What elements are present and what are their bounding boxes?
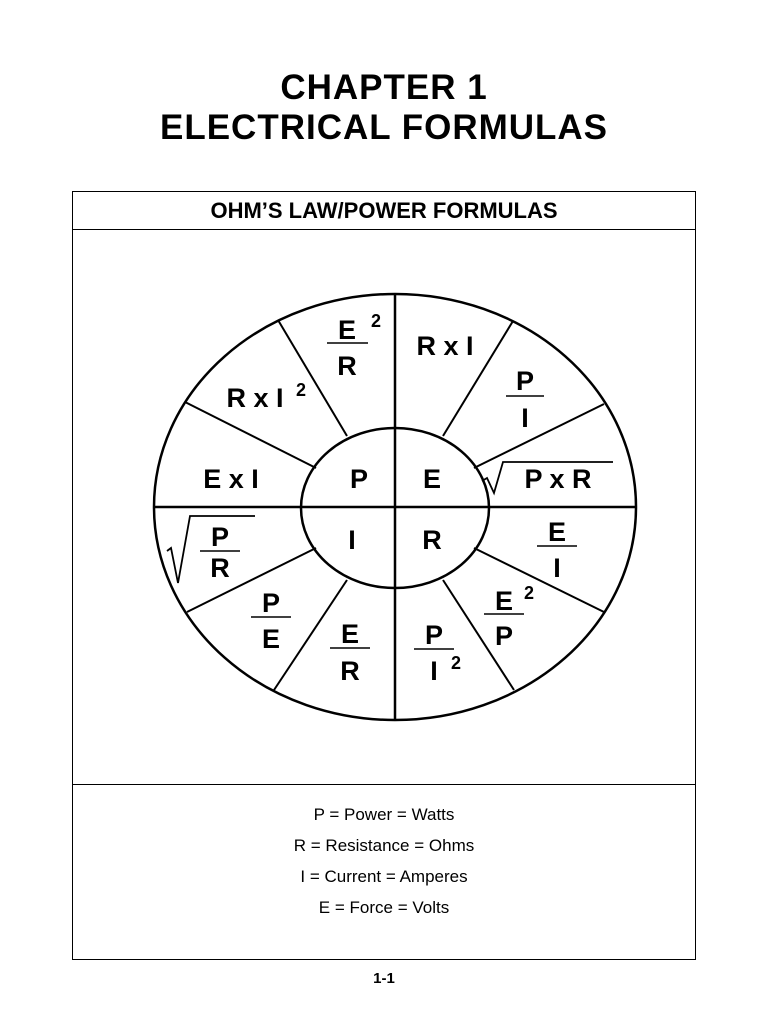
svg-text:E: E	[261, 624, 281, 654]
spoke	[474, 548, 604, 612]
formula-p-over-i	[506, 366, 544, 433]
svg-text:E: E	[547, 517, 567, 547]
legend-force: E = Force = Volts	[318, 898, 450, 917]
svg-text:P: P	[494, 621, 514, 651]
svg-text:2: 2	[370, 311, 382, 331]
center-i: I	[348, 525, 356, 555]
legend-power: P = Power = Watts	[313, 805, 455, 824]
svg-text:E: E	[494, 586, 514, 616]
box-title: OHM’S LAW/POWER FORMULAS	[73, 192, 695, 230]
chapter-number: CHAPTER 1	[280, 68, 488, 107]
svg-text:R x I: R x I	[226, 383, 284, 413]
svg-text:P: P	[261, 588, 281, 618]
spoke	[474, 404, 604, 468]
center-e: E	[422, 464, 442, 494]
center-p: P	[349, 464, 369, 494]
svg-text:R: R	[210, 553, 230, 583]
svg-text:P: P	[210, 522, 230, 552]
svg-text:2: 2	[523, 583, 535, 603]
svg-text:2: 2	[450, 653, 462, 673]
formula-e-over-r	[330, 619, 370, 686]
svg-text:I: I	[521, 403, 529, 433]
svg-text:E: E	[337, 315, 357, 345]
legend-resistance: R = Resistance = Ohms	[293, 836, 475, 855]
formula-p-over-i-squared	[414, 620, 461, 686]
page-number: 1-1	[373, 970, 395, 987]
formula-e-squared-over-p	[484, 583, 534, 651]
svg-text:I: I	[553, 553, 561, 583]
formula-sqrt-p-times-r	[482, 462, 613, 494]
svg-text:P: P	[424, 620, 444, 650]
svg-text:I: I	[430, 656, 438, 686]
formula-r-times-i-squared	[226, 380, 306, 413]
formula-e-over-i	[537, 517, 577, 583]
center-r: R	[422, 525, 442, 555]
spoke	[274, 580, 347, 690]
svg-text:2: 2	[295, 380, 307, 400]
spoke	[187, 548, 316, 612]
formula-p-over-e	[251, 588, 291, 654]
svg-text:P x R: P x R	[524, 464, 592, 494]
svg-text:E: E	[340, 619, 360, 649]
formula-r-times-i: R x I	[416, 331, 474, 361]
svg-text:R: R	[340, 656, 360, 686]
legend-current: I = Current = Amperes	[300, 867, 468, 886]
svg-text:R: R	[337, 351, 357, 381]
formula-e-squared-over-r	[327, 311, 381, 381]
formula-sqrt-p-over-r	[167, 516, 255, 583]
svg-text:P: P	[515, 366, 535, 396]
formula-e-times-i: E x I	[203, 464, 259, 494]
chapter-title: ELECTRICAL FORMULAS	[159, 108, 609, 147]
